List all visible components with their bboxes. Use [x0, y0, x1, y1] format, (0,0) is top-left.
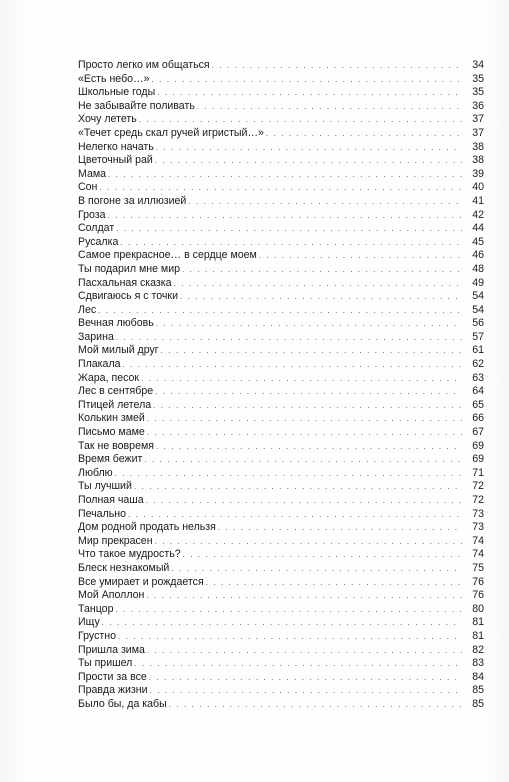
- toc-entry: [78, 141, 484, 155]
- toc-entry-title: Дом родной продать нельзя: [78, 521, 216, 534]
- toc-entry-page-number: 37: [472, 113, 484, 126]
- toc-entry-title: Ты пришел: [78, 657, 133, 670]
- toc-entry-title: Правда жизни: [78, 684, 148, 697]
- toc-entry-page-number: 48: [472, 262, 484, 275]
- toc-entry: [78, 684, 484, 698]
- toc-entry-page-number: 63: [472, 371, 484, 384]
- dot-leader: [266, 127, 462, 141]
- toc-entry-page-number: 45: [472, 235, 484, 248]
- toc-entry-title: Грустно: [78, 629, 116, 642]
- toc-entry-title: Было бы, да кабы: [78, 697, 167, 710]
- toc-entry-page-number: 76: [472, 575, 484, 588]
- toc-entry-title: Танцор: [78, 602, 114, 615]
- dot-leader: [149, 671, 462, 685]
- toc-entry-title: Мама: [78, 167, 107, 180]
- dot-leader: [134, 657, 462, 671]
- toc-entry: [78, 657, 484, 671]
- toc-entry-title: Мир прекрасен: [78, 534, 153, 547]
- toc-entry: [78, 344, 484, 358]
- toc-entry-title: Мой Аполлон: [78, 589, 145, 602]
- toc-entry: [78, 181, 484, 195]
- toc-entry: [78, 616, 484, 630]
- dot-leader: [123, 358, 462, 372]
- toc-entry: [78, 548, 484, 562]
- toc-entry-page-number: 49: [472, 276, 484, 289]
- toc-entry-page-number: 73: [472, 507, 484, 520]
- dot-leader: [144, 453, 462, 467]
- toc-entry-page-number: 56: [472, 317, 484, 330]
- dot-leader: [98, 304, 462, 318]
- dot-leader: [141, 372, 462, 386]
- toc-entry-title: Люблю: [78, 466, 113, 479]
- toc-entry: [78, 209, 484, 223]
- toc-entry-page-number: 73: [472, 521, 484, 534]
- toc-entry: [78, 263, 484, 277]
- dot-leader: [156, 440, 462, 454]
- dot-leader: [146, 494, 462, 508]
- toc-entry-page-number: 67: [472, 426, 484, 439]
- dot-leader: [108, 168, 462, 182]
- toc-entry-page-number: 82: [472, 643, 484, 656]
- dot-leader: [212, 59, 462, 73]
- toc-entry-page-number: 69: [472, 453, 484, 466]
- toc-entry-title: Не забывайте поливать: [78, 99, 195, 112]
- toc-entry-page-number: 35: [472, 86, 484, 99]
- toc-entry-page-number: 83: [472, 657, 484, 670]
- toc-entry-title: Солдат: [78, 222, 115, 235]
- toc-entry-page-number: 81: [472, 629, 484, 642]
- toc-entry: [78, 195, 484, 209]
- toc-entry-page-number: 84: [472, 670, 484, 683]
- toc-entry-page-number: 38: [472, 140, 484, 153]
- toc-entry-title: Сон: [78, 181, 98, 194]
- toc-entry: [78, 494, 484, 508]
- toc-entry: [78, 290, 484, 304]
- dot-leader: [139, 113, 462, 127]
- dot-leader: [147, 412, 462, 426]
- toc-entry-title: Мой милый друг: [78, 344, 159, 357]
- toc-entry-title: Лес: [78, 303, 97, 316]
- toc-entry-page-number: 61: [472, 344, 484, 357]
- dot-leader: [197, 100, 462, 114]
- toc-entry-page-number: 85: [472, 697, 484, 710]
- toc-entry-title: Лес в сентябре: [78, 385, 154, 398]
- toc-entry-page-number: 54: [472, 290, 484, 303]
- toc-entry-title: Цветочный рай: [78, 154, 153, 167]
- dot-leader: [134, 480, 462, 494]
- toc-entry-page-number: 40: [472, 181, 484, 194]
- toc-entry: [78, 603, 484, 617]
- toc-entry-title: Жара, песок: [78, 371, 140, 384]
- toc-entry-page-number: 44: [472, 222, 484, 235]
- dot-leader: [156, 141, 462, 155]
- toc-entry: [78, 671, 484, 685]
- toc-entry-title: Хочу лететь: [78, 113, 137, 126]
- dot-leader: [161, 344, 462, 358]
- dot-leader: [128, 508, 462, 522]
- dot-leader: [152, 73, 462, 87]
- toc-entry-page-number: 46: [472, 249, 484, 262]
- toc-entry-title: В погоне за иллюзией: [78, 194, 187, 207]
- toc-entry-page-number: 37: [472, 126, 484, 139]
- dot-leader: [259, 249, 462, 263]
- toc-entry-page-number: 35: [472, 72, 484, 85]
- toc-entry-page-number: 38: [472, 154, 484, 167]
- toc-entry-title: Гроза: [78, 208, 106, 221]
- toc-entry-page-number: 39: [472, 167, 484, 180]
- toc-entry: [78, 698, 484, 712]
- dot-leader: [150, 684, 462, 698]
- toc-entry: [78, 644, 484, 658]
- toc-entry-title: Ищу: [78, 616, 100, 629]
- toc-entry-page-number: 72: [472, 494, 484, 506]
- toc-entry: [78, 127, 484, 141]
- toc-entry-page-number: 34: [472, 59, 484, 71]
- dot-leader: [120, 236, 462, 250]
- toc-entry-title: Письмо маме: [78, 426, 145, 439]
- dot-leader: [118, 630, 462, 644]
- toc-entry: [78, 154, 484, 168]
- toc-entry-page-number: 36: [472, 99, 484, 112]
- toc-entry-page-number: 66: [472, 412, 484, 425]
- toc-entry-page-number: 62: [472, 358, 484, 371]
- dot-leader: [102, 616, 462, 630]
- dot-leader: [182, 263, 462, 277]
- toc-entry-title: Печально: [78, 507, 127, 520]
- dot-leader: [155, 385, 462, 399]
- toc-entry: [78, 372, 484, 386]
- toc-entry-page-number: 75: [472, 561, 484, 574]
- dot-leader: [218, 521, 462, 535]
- toc-entry-title: Русалка: [78, 235, 119, 248]
- toc-entry: [78, 440, 484, 454]
- toc-entry: [78, 86, 484, 100]
- dot-leader: [146, 589, 462, 603]
- toc-entry-title: «Течет средь скал ручей игристый…»: [78, 126, 264, 139]
- toc-entry-page-number: 57: [472, 330, 484, 343]
- toc-entry: [78, 426, 484, 440]
- table-of-contents: [78, 59, 484, 712]
- toc-entry-page-number: 42: [472, 208, 484, 221]
- toc-entry: [78, 385, 484, 399]
- toc-entry-title: Плакала: [78, 358, 121, 371]
- toc-entry-title: Нелегко начать: [78, 140, 154, 153]
- toc-entry: [78, 508, 484, 522]
- toc-entry-page-number: 85: [472, 684, 484, 697]
- toc-entry-title: Пришла зима: [78, 643, 145, 656]
- toc-entry-title: Птицей летела: [78, 398, 152, 411]
- toc-entry-page-number: 74: [472, 534, 484, 547]
- toc-entry-page-number: 64: [472, 385, 484, 398]
- toc-entry: [78, 59, 484, 73]
- toc-entry-title: Сдвигаюсь я с точки: [78, 290, 178, 303]
- toc-entry-page-number: 41: [472, 194, 484, 207]
- dot-leader: [147, 644, 462, 658]
- toc-entry-title: Так не вовремя: [78, 439, 154, 452]
- toc-entry: [78, 277, 484, 291]
- toc-entry: [78, 399, 484, 413]
- toc-entry: [78, 358, 484, 372]
- toc-entry: [78, 412, 484, 426]
- toc-entry: [78, 113, 484, 127]
- toc-entry-page-number: 65: [472, 398, 484, 411]
- dot-leader: [155, 154, 462, 168]
- dot-leader: [115, 603, 462, 617]
- dot-leader: [116, 331, 462, 345]
- dot-leader: [115, 467, 462, 481]
- toc-entry-title: Ты подарил мне мир: [78, 262, 181, 275]
- dot-leader: [171, 562, 462, 576]
- toc-entry: [78, 317, 484, 331]
- toc-entry: [78, 562, 484, 576]
- toc-entry-title: Пасхальная сказка: [78, 276, 172, 289]
- toc-entry-title: Ты лучший: [78, 480, 132, 493]
- toc-entry-title: Прости за все: [78, 670, 147, 683]
- toc-entry: [78, 331, 484, 345]
- toc-entry-page-number: 71: [472, 466, 484, 479]
- toc-entry-title: Вечная любовь: [78, 317, 154, 330]
- toc-entry-page-number: 80: [472, 602, 484, 615]
- toc-entry: [78, 535, 484, 549]
- dot-leader: [147, 426, 462, 440]
- toc-entry-title: Колькин змей: [78, 412, 145, 425]
- dot-leader: [157, 86, 462, 100]
- dot-leader: [206, 576, 462, 590]
- toc-entry-page-number: 69: [472, 439, 484, 452]
- toc-entry-title: «Есть небо…»: [78, 72, 150, 85]
- dot-leader: [174, 277, 462, 291]
- dot-leader: [155, 535, 462, 549]
- toc-entry-page-number: 74: [472, 548, 484, 561]
- dot-leader: [108, 209, 462, 223]
- toc-entry-title: Зарина: [78, 330, 114, 343]
- toc-entry: [78, 100, 484, 114]
- toc-entry: [78, 453, 484, 467]
- toc-entry: [78, 222, 484, 236]
- toc-entry-page-number: 81: [472, 616, 484, 629]
- dot-leader: [169, 698, 462, 712]
- dot-leader: [180, 290, 462, 304]
- dot-leader: [188, 195, 462, 209]
- toc-entry: [78, 249, 484, 263]
- toc-entry-title: Просто легко им общаться: [78, 59, 210, 71]
- toc-entry-page-number: 72: [472, 480, 484, 493]
- toc-entry: [78, 630, 484, 644]
- toc-entry-page-number: 76: [472, 589, 484, 602]
- toc-entry: [78, 236, 484, 250]
- dot-leader: [183, 548, 462, 562]
- dot-leader: [153, 399, 462, 413]
- toc-entry-title: Блеск незнакомый: [78, 561, 170, 574]
- dot-leader: [116, 222, 462, 236]
- toc-entry: [78, 480, 484, 494]
- toc-entry-page-number: 54: [472, 303, 484, 316]
- toc-entry-title: Все умирает и рождается: [78, 575, 204, 588]
- toc-entry: [78, 168, 484, 182]
- toc-entry-title: Что такое мудрость?: [78, 548, 181, 561]
- toc-entry-title: Самое прекрасное… в сердце моем: [78, 249, 257, 262]
- toc-entry: [78, 521, 484, 535]
- dot-leader: [156, 317, 462, 331]
- toc-entry: [78, 576, 484, 590]
- toc-entry: [78, 467, 484, 481]
- toc-entry-title: Время бежит: [78, 453, 143, 466]
- toc-entry: [78, 304, 484, 318]
- toc-entry-title: Полная чаша: [78, 494, 144, 506]
- toc-entry: [78, 73, 484, 87]
- toc-entry-title: Школьные годы: [78, 86, 156, 99]
- toc-entry: [78, 589, 484, 603]
- dot-leader: [99, 181, 462, 195]
